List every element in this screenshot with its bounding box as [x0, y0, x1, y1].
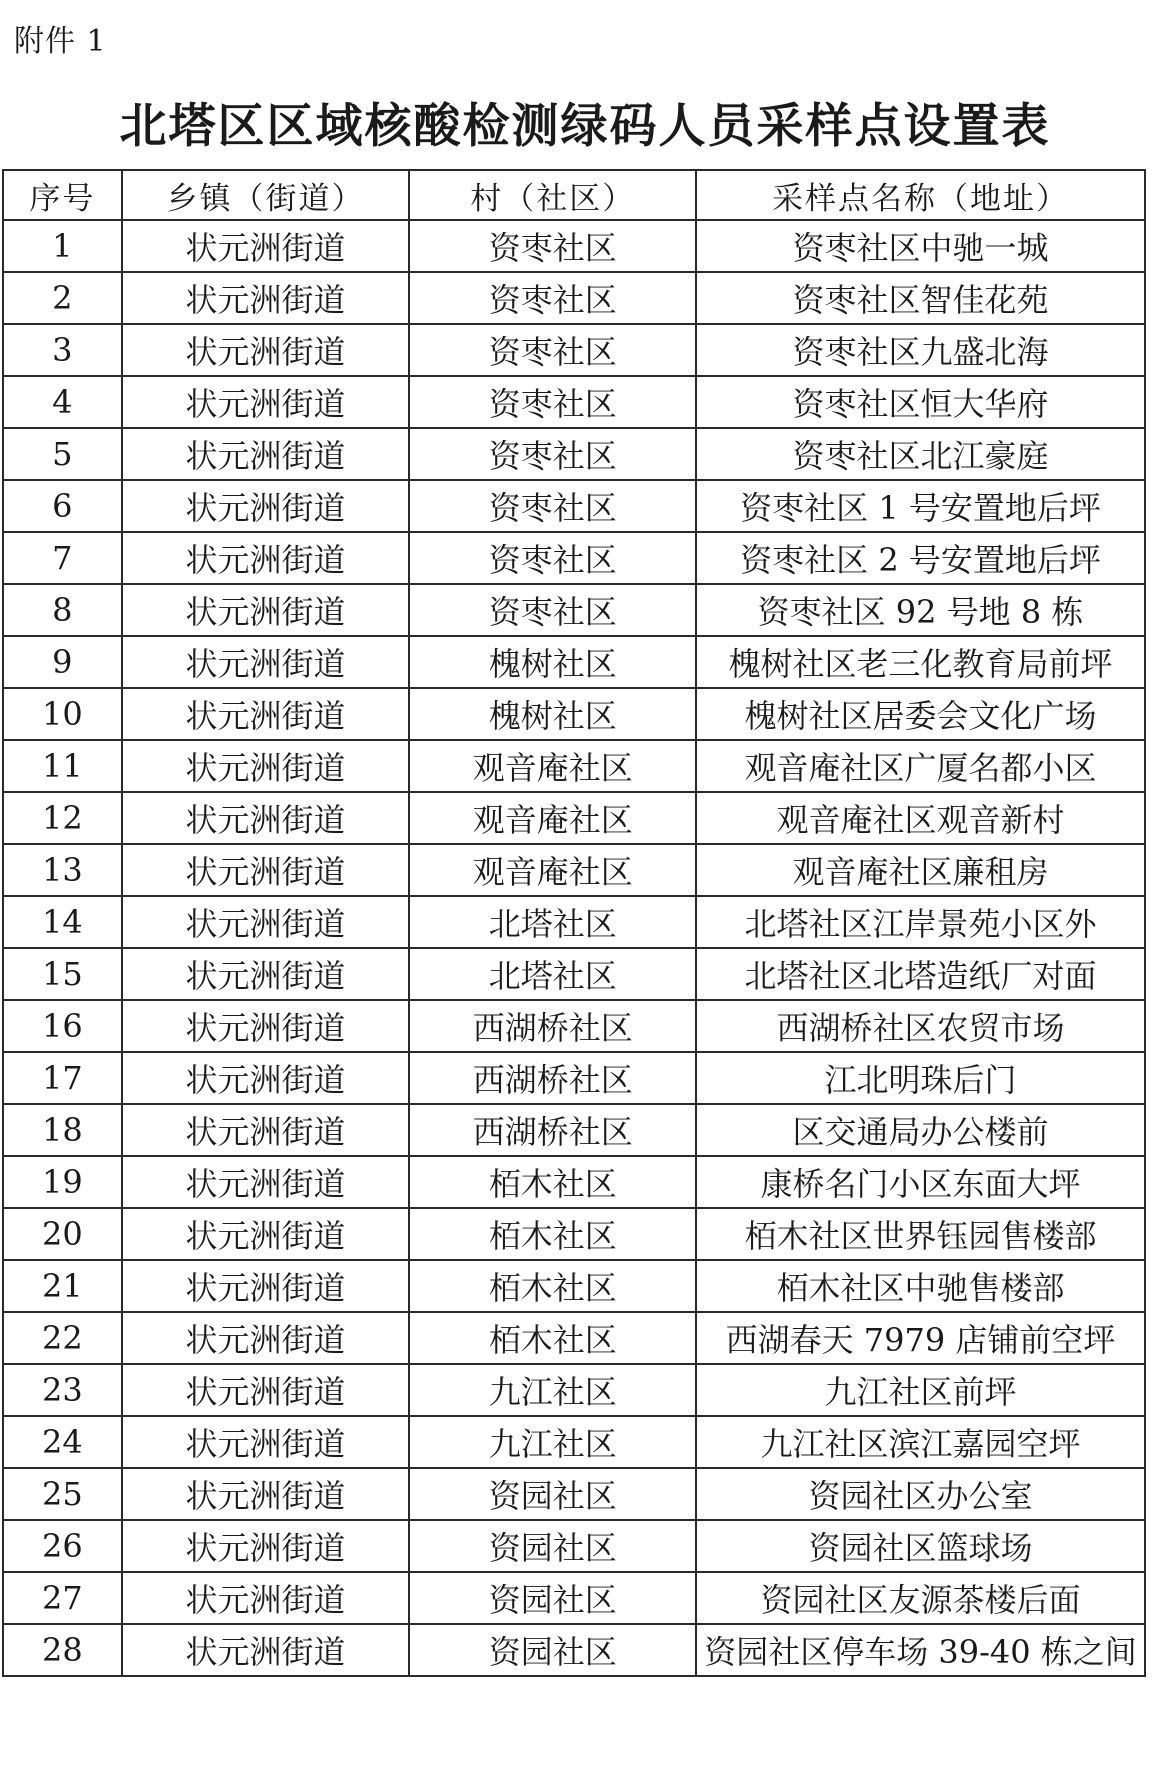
cell-site-name-address: 九江社区滨江嘉园空坪 — [696, 1416, 1145, 1468]
cell-village-community: 栢木社区 — [409, 1260, 696, 1312]
table-row — [3, 324, 1145, 376]
cell-village-community: 资枣社区 — [409, 376, 696, 428]
table-row — [3, 428, 1145, 480]
cell-village-community: 九江社区 — [409, 1416, 696, 1468]
cell-town-street: 状元洲街道 — [122, 792, 410, 844]
table-row — [3, 1156, 1145, 1208]
cell-town-street: 状元洲街道 — [122, 1052, 410, 1104]
cell-site-name-address: 资园社区友源茶楼后面 — [696, 1572, 1145, 1624]
table-row — [3, 1208, 1145, 1260]
cell-serial-number: 9 — [3, 636, 122, 688]
cell-site-name-address: 北塔社区江岸景苑小区外 — [696, 896, 1145, 948]
cell-serial-number: 11 — [3, 740, 122, 792]
header-village-community: 村（社区） — [409, 170, 696, 220]
cell-town-street: 状元洲街道 — [122, 1520, 410, 1572]
cell-site-name-address: 北塔社区北塔造纸厂对面 — [696, 948, 1145, 1000]
cell-serial-number: 21 — [3, 1260, 122, 1312]
cell-site-name-address: 槐树社区居委会文化广场 — [696, 688, 1145, 740]
cell-town-street: 状元洲街道 — [122, 220, 410, 272]
cell-village-community: 槐树社区 — [409, 636, 696, 688]
cell-town-street: 状元洲街道 — [122, 324, 410, 376]
cell-village-community: 资枣社区 — [409, 480, 696, 532]
table-row — [3, 220, 1145, 272]
cell-serial-number: 4 — [3, 376, 122, 428]
cell-site-name-address: 九江社区前坪 — [696, 1364, 1145, 1416]
cell-serial-number: 20 — [3, 1208, 122, 1260]
table-row — [3, 480, 1145, 532]
cell-site-name-address: 区交通局办公楼前 — [696, 1104, 1145, 1156]
cell-serial-number: 6 — [3, 480, 122, 532]
cell-site-name-address: 资枣社区中驰一城 — [696, 220, 1145, 272]
cell-serial-number: 15 — [3, 948, 122, 1000]
cell-village-community: 资园社区 — [409, 1468, 696, 1520]
cell-town-street: 状元洲街道 — [122, 428, 410, 480]
cell-site-name-address: 观音庵社区观音新村 — [696, 792, 1145, 844]
cell-town-street: 状元洲街道 — [122, 1156, 410, 1208]
cell-serial-number: 22 — [3, 1312, 122, 1364]
cell-town-street: 状元洲街道 — [122, 532, 410, 584]
cell-site-name-address: 江北明珠后门 — [696, 1052, 1145, 1104]
cell-village-community: 资枣社区 — [409, 324, 696, 376]
cell-site-name-address: 资园社区停车场 39-40 栋之间 — [696, 1624, 1145, 1676]
cell-serial-number: 5 — [3, 428, 122, 480]
cell-site-name-address: 西湖桥社区农贸市场 — [696, 1000, 1145, 1052]
cell-village-community: 北塔社区 — [409, 896, 696, 948]
cell-town-street: 状元洲街道 — [122, 1260, 410, 1312]
page-title: 北塔区区域核酸检测绿码人员采样点设置表 — [119, 99, 1051, 154]
cell-town-street: 状元洲街道 — [122, 948, 410, 1000]
cell-site-name-address: 资园社区办公室 — [696, 1468, 1145, 1520]
cell-serial-number: 13 — [3, 844, 122, 896]
cell-town-street: 状元洲街道 — [122, 480, 410, 532]
sampling-sites-table — [2, 169, 1146, 1677]
cell-village-community: 槐树社区 — [409, 688, 696, 740]
cell-village-community: 资园社区 — [409, 1572, 696, 1624]
cell-serial-number: 2 — [3, 272, 122, 324]
cell-village-community: 栢木社区 — [409, 1208, 696, 1260]
cell-site-name-address: 西湖春天 7979 店铺前空坪 — [696, 1312, 1145, 1364]
cell-site-name-address: 资枣社区北江豪庭 — [696, 428, 1145, 480]
cell-serial-number: 25 — [3, 1468, 122, 1520]
cell-serial-number: 7 — [3, 532, 122, 584]
cell-village-community: 观音庵社区 — [409, 844, 696, 896]
cell-village-community: 西湖桥社区 — [409, 1052, 696, 1104]
cell-site-name-address: 栢木社区世界钰园售楼部 — [696, 1208, 1145, 1260]
table-row — [3, 1364, 1145, 1416]
table-row — [3, 532, 1145, 584]
cell-serial-number: 24 — [3, 1416, 122, 1468]
cell-serial-number: 17 — [3, 1052, 122, 1104]
cell-serial-number: 3 — [3, 324, 122, 376]
cell-town-street: 状元洲街道 — [122, 584, 410, 636]
cell-town-street: 状元洲街道 — [122, 636, 410, 688]
cell-serial-number: 14 — [3, 896, 122, 948]
cell-village-community: 九江社区 — [409, 1364, 696, 1416]
cell-serial-number: 28 — [3, 1624, 122, 1676]
cell-site-name-address: 槐树社区老三化教育局前坪 — [696, 636, 1145, 688]
cell-serial-number: 16 — [3, 1000, 122, 1052]
table-row — [3, 1104, 1145, 1156]
cell-village-community: 西湖桥社区 — [409, 1000, 696, 1052]
cell-village-community: 栢木社区 — [409, 1156, 696, 1208]
table-header — [3, 170, 1145, 220]
cell-town-street: 状元洲街道 — [122, 896, 410, 948]
cell-site-name-address: 资枣社区恒大华府 — [696, 376, 1145, 428]
table-row — [3, 1572, 1145, 1624]
table-row — [3, 740, 1145, 792]
cell-serial-number: 26 — [3, 1520, 122, 1572]
cell-village-community: 资枣社区 — [409, 428, 696, 480]
cell-serial-number: 18 — [3, 1104, 122, 1156]
cell-village-community: 观音庵社区 — [409, 740, 696, 792]
cell-village-community: 北塔社区 — [409, 948, 696, 1000]
table-row — [3, 584, 1145, 636]
table-row — [3, 1520, 1145, 1572]
table-row — [3, 688, 1145, 740]
table-row — [3, 272, 1145, 324]
cell-site-name-address: 资园社区篮球场 — [696, 1520, 1145, 1572]
cell-serial-number: 8 — [3, 584, 122, 636]
table-row — [3, 1312, 1145, 1364]
cell-town-street: 状元洲街道 — [122, 1312, 410, 1364]
cell-site-name-address: 资枣社区智佳花苑 — [696, 272, 1145, 324]
cell-serial-number: 12 — [3, 792, 122, 844]
cell-site-name-address: 资枣社区 2 号安置地后坪 — [696, 532, 1145, 584]
cell-serial-number: 27 — [3, 1572, 122, 1624]
cell-site-name-address: 栢木社区中驰售楼部 — [696, 1260, 1145, 1312]
table-row — [3, 376, 1145, 428]
cell-village-community: 资园社区 — [409, 1624, 696, 1676]
cell-site-name-address: 资枣社区 1 号安置地后坪 — [696, 480, 1145, 532]
header-town-street: 乡镇（街道） — [122, 170, 410, 220]
cell-village-community: 观音庵社区 — [409, 792, 696, 844]
cell-town-street: 状元洲街道 — [122, 1468, 410, 1520]
table-row — [3, 792, 1145, 844]
cell-town-street: 状元洲街道 — [122, 1572, 410, 1624]
cell-town-street: 状元洲街道 — [122, 1416, 410, 1468]
cell-town-street: 状元洲街道 — [122, 688, 410, 740]
table-row — [3, 1052, 1145, 1104]
cell-village-community: 资枣社区 — [409, 272, 696, 324]
cell-serial-number: 10 — [3, 688, 122, 740]
table-row — [3, 844, 1145, 896]
cell-town-street: 状元洲街道 — [122, 740, 410, 792]
cell-town-street: 状元洲街道 — [122, 1000, 410, 1052]
table-body — [3, 220, 1145, 1676]
cell-town-street: 状元洲街道 — [122, 1208, 410, 1260]
cell-village-community: 资枣社区 — [409, 584, 696, 636]
attachment-label: 附件 1 — [14, 24, 107, 59]
table-row — [3, 948, 1145, 1000]
header-row — [3, 170, 1145, 220]
table-row — [3, 1260, 1145, 1312]
cell-site-name-address: 资枣社区 92 号地 8 栋 — [696, 584, 1145, 636]
cell-village-community: 栢木社区 — [409, 1312, 696, 1364]
table-row — [3, 1000, 1145, 1052]
cell-site-name-address: 康桥名门小区东面大坪 — [696, 1156, 1145, 1208]
cell-village-community: 资枣社区 — [409, 220, 696, 272]
cell-site-name-address: 观音庵社区廉租房 — [696, 844, 1145, 896]
table-row — [3, 896, 1145, 948]
cell-town-street: 状元洲街道 — [122, 272, 410, 324]
header-serial-number: 序号 — [3, 170, 122, 220]
table-row — [3, 1468, 1145, 1520]
table-row — [3, 1624, 1145, 1676]
table-row — [3, 636, 1145, 688]
cell-town-street: 状元洲街道 — [122, 376, 410, 428]
cell-town-street: 状元洲街道 — [122, 844, 410, 896]
cell-town-street: 状元洲街道 — [122, 1364, 410, 1416]
cell-site-name-address: 观音庵社区广厦名都小区 — [696, 740, 1145, 792]
header-site-name-address: 采样点名称（地址） — [696, 170, 1145, 220]
table-row — [3, 1416, 1145, 1468]
cell-village-community: 资枣社区 — [409, 532, 696, 584]
cell-town-street: 状元洲街道 — [122, 1104, 410, 1156]
cell-serial-number: 19 — [3, 1156, 122, 1208]
cell-serial-number: 1 — [3, 220, 122, 272]
cell-site-name-address: 资枣社区九盛北海 — [696, 324, 1145, 376]
cell-village-community: 资园社区 — [409, 1520, 696, 1572]
cell-village-community: 西湖桥社区 — [409, 1104, 696, 1156]
cell-serial-number: 23 — [3, 1364, 122, 1416]
cell-town-street: 状元洲街道 — [122, 1624, 410, 1676]
